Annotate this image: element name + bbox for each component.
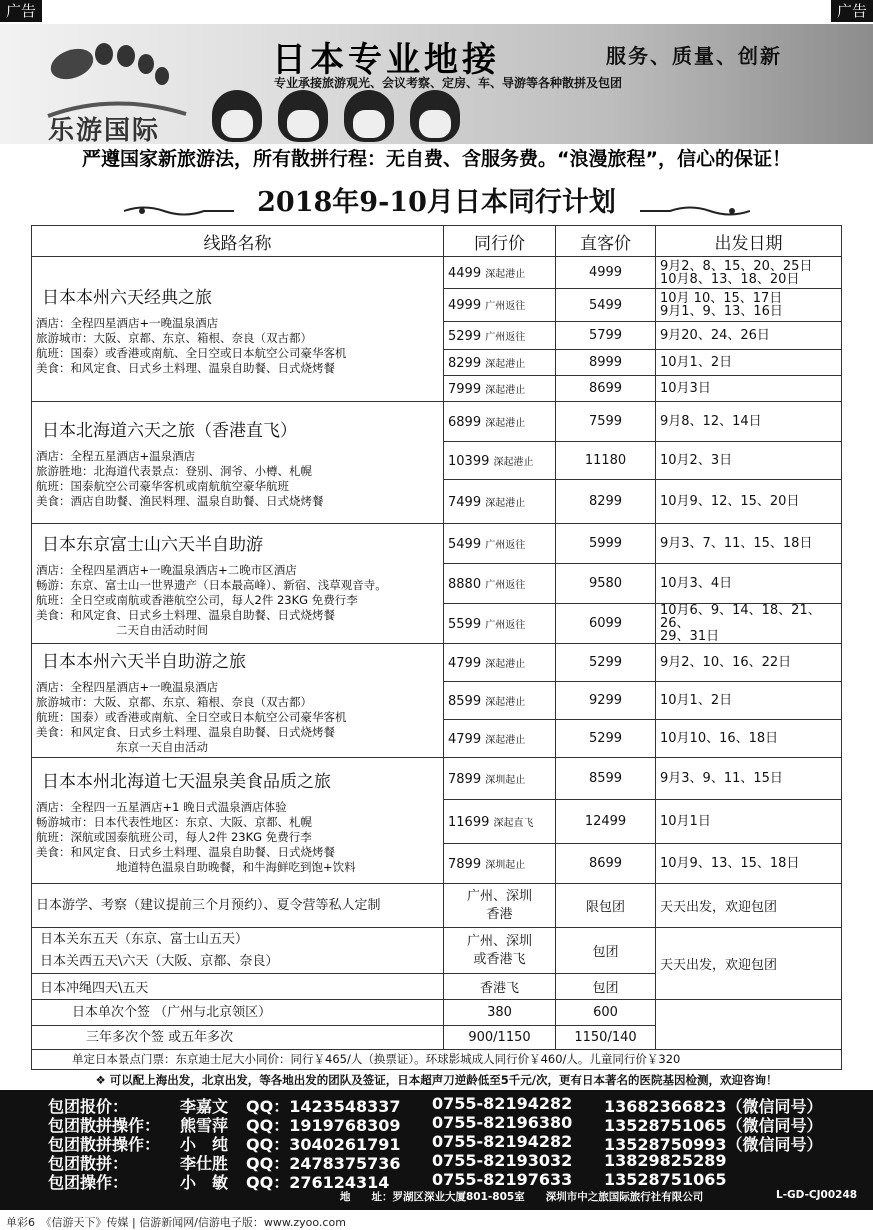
peer-price-cell (444, 376, 556, 402)
departure-dates (656, 402, 842, 442)
departure-note: 深起港止 (493, 456, 534, 468)
face-icon (410, 90, 460, 142)
direct-price: 11180 (556, 442, 656, 480)
peer-price: 5499 (448, 536, 482, 552)
direct-price: 8699 (556, 376, 656, 402)
date-line: 10月6、9、14、18、21、26、 (660, 603, 821, 631)
plan-title: 2018年9-10月日本同行计划 (257, 187, 616, 218)
departure-dates (656, 720, 842, 758)
contact-tel: 0755-82196380 (432, 1113, 573, 1132)
table-row (32, 1000, 842, 1026)
contact-qq: QQ：3040261791 (246, 1135, 401, 1154)
departure-note: 深起港止 (485, 268, 526, 280)
peer-price: 7499 (448, 494, 482, 510)
route-detail: 酒店：全程四星酒店+一晚温泉酒店 (36, 679, 219, 694)
route-detail: 旅游城市：大阪、京都、东京、箱根、奈良（双古都） (36, 330, 312, 345)
route-detail: 美食：和风定食、日式乡土料理、温泉自助餐、日式烧烤餐 (36, 360, 335, 375)
col-header-peer-price: 同行价 (444, 226, 556, 257)
route-name: 日本本州六天经典之旅 (42, 287, 212, 308)
direct-price: 7599 (556, 402, 656, 442)
okinawa-tour-name: 日本冲绳四天\五天 (32, 974, 444, 1000)
direct-price: 4999 (556, 257, 656, 289)
route-extra: 东京一天自由活动 (116, 739, 208, 754)
direct-price: 5299 (556, 720, 656, 758)
route-detail: 酒店：全程四一五星酒店+1 晚日式温泉酒店体验 (36, 799, 287, 814)
route-detail: 航班：深航或国泰航班公司，每人2件 23KG 免费行李 (36, 829, 312, 844)
departure-dates (656, 758, 842, 800)
peer-price-cell (444, 480, 556, 524)
contact-qq: QQ：276124314 (246, 1173, 390, 1192)
date-line: 10月10、16、18日 (660, 731, 779, 746)
contact-name: 小 纯 (180, 1135, 229, 1154)
direct-price: 5499 (556, 289, 656, 322)
kanto-kansai-names (32, 928, 444, 974)
peer-price: 4499 (448, 265, 482, 281)
contact-name: 小 敏 (180, 1173, 229, 1192)
peer-price: 4799 (448, 731, 482, 747)
departure-note: 深起港止 (485, 417, 526, 429)
contact-qq: QQ：1919768309 (246, 1116, 401, 1135)
table-row (32, 928, 842, 974)
banner-slogan: 服务、质量、创新 (606, 44, 782, 68)
peer-price: 6899 (448, 414, 482, 430)
table-row (32, 402, 842, 442)
route-cell (32, 524, 444, 644)
col-header-direct-price: 直客价 (556, 226, 656, 257)
peer-price: 5599 (448, 616, 482, 632)
contact-mobile: 13682366823（微信同号） (604, 1097, 823, 1116)
visa-multi-name: 三年多次个签 或五年多次 (32, 1026, 444, 1050)
kanto-tour-name: 日本关东五天（东京、富士山五天） (40, 931, 249, 947)
banner-subtitle: 专业承接旅游观光、会议考察、定房、车、导游等各种散拼及包团 (274, 76, 623, 90)
kanto-peer: 广州、深圳 或香港飞 (444, 928, 556, 974)
route-detail: 畅游：东京、富士山一世界遗产（日本最高峰）、新宿、浅草观音寺。 (36, 577, 387, 592)
date-line: 10月8、13、18、20日 (660, 271, 800, 287)
route-cell (32, 257, 444, 402)
peer-price-cell (444, 442, 556, 480)
route-detail: 美食：和风定食、日式乡土料理、温泉自助餐、日式烧烤餐 (36, 844, 335, 859)
peer-price: 7999 (448, 381, 482, 397)
route-cell (32, 644, 444, 758)
contact-qq: QQ：1423548337 (246, 1097, 401, 1116)
ad-label-left: 广告 (0, 0, 42, 22)
contact-name: 熊雪萍 (180, 1116, 229, 1135)
custom-tour-name: 日本游学、考察（建议提前三个月预约）、夏令营等私人定制 (32, 884, 444, 928)
date-line: 29、31日 (660, 629, 720, 644)
table-row (32, 1050, 842, 1070)
peer-price: 7899 (448, 856, 482, 872)
departure-note: 深起港止 (485, 497, 526, 509)
okinawa-direct: 包团 (556, 974, 656, 1000)
date-line: 10月9、13、15、18日 (660, 856, 800, 871)
custom-tour-direct: 限包团 (556, 884, 656, 928)
girl-faces-decoration (212, 90, 476, 146)
peer-price-cell (444, 604, 556, 644)
departure-dates (656, 376, 842, 402)
date-line: 10月2、3日 (660, 453, 733, 468)
contact-role: 包团散拼操作： (48, 1116, 161, 1135)
company-address: 地 址：罗湖区深业大厦801-805室 深圳市中之旅国际旅行社有限公司 (340, 1191, 704, 1203)
contact-role: 包团报价： (48, 1097, 129, 1116)
visa-single-direct: 600 (556, 1000, 656, 1026)
table-row (32, 758, 842, 800)
date-line: 9月3、9、11、15日 (660, 771, 783, 786)
date-line: 9月20、24、26日 (660, 328, 770, 343)
departure-dates (656, 524, 842, 564)
peer-price-cell (444, 644, 556, 682)
table-header-row (32, 226, 842, 257)
peer-price-cell (444, 758, 556, 800)
direct-price: 12499 (556, 800, 656, 844)
route-detail: 酒店：全程四星酒店+一晚温泉酒店 (36, 315, 219, 330)
departure-note: 广州返往 (485, 619, 526, 631)
date-line: 10月9、12、15、20日 (660, 494, 800, 509)
col-header-route: 线路名称 (32, 226, 444, 257)
date-line: 10月1、2日 (660, 693, 733, 708)
departure-note: 深起港止 (485, 358, 526, 370)
route-detail: 美食：和风定食、日式乡土料理、温泉自助餐、日式烧烤餐 (36, 724, 335, 739)
footnote: ❖ 可以配上海出发，北京出发，等各地出发的团队及签证，日本超声刀逆龄低至5千元/次，更有日本著名的医院基因检测，欢迎咨询！ (95, 1073, 778, 1087)
peer-price: 4799 (448, 655, 482, 671)
contact-role: 包团散拼： (48, 1154, 129, 1173)
direct-price: 9580 (556, 564, 656, 604)
direct-price: 9299 (556, 682, 656, 720)
departure-note: 广州返往 (485, 331, 526, 343)
peer-price: 4999 (448, 298, 482, 313)
contact-tel: 0755-82194282 (432, 1094, 573, 1113)
departure-dates (656, 800, 842, 844)
contact-role: 包团散拼操作： (48, 1135, 161, 1154)
table-row (32, 524, 842, 564)
date-line: 9月2、10、16、22日 (660, 655, 792, 670)
departure-dates (656, 682, 842, 720)
direct-price: 8699 (556, 844, 656, 884)
peer-price-cell (444, 800, 556, 844)
direct-price: 8599 (556, 758, 656, 800)
departure-note: 广州返往 (485, 579, 526, 591)
contact-panel (0, 1090, 873, 1210)
contact-tel: 0755-82197633 (432, 1170, 573, 1189)
departure-dates (656, 480, 842, 524)
route-detail: 航班：全日空或南航或香港航空公司，每人2件 23KG 免费行李 (36, 592, 358, 607)
route-detail: 酒店：全程四星酒店+一晚温泉酒店+二晚市区酒店 (36, 562, 297, 577)
peer-price-cell (444, 350, 556, 376)
departure-dates (656, 844, 842, 884)
peer-price: 8880 (448, 576, 482, 592)
visa-single-name: 日本单次个签 （广州与北京领区） (32, 1000, 444, 1026)
route-extra: 二天自由活动时间 (116, 622, 208, 637)
kanto-direct: 包团 (556, 928, 656, 974)
departure-note: 深起港止 (485, 734, 526, 746)
date-line: 10月1日 (660, 814, 711, 829)
date-line: 9月1、9、13、16日 (660, 304, 783, 319)
peer-price-cell (444, 682, 556, 720)
kanto-dates: 天天出发，欢迎包团 (656, 928, 842, 1000)
departure-note: 深圳起止 (485, 774, 526, 786)
itinerary-table (31, 225, 842, 1070)
peer-price-cell (444, 524, 556, 564)
peer-price: 11699 (448, 814, 490, 830)
route-detail: 航班：国泰航空公司豪华客机或南航航空豪华航班 (36, 479, 289, 493)
col-header-dates: 出发日期 (656, 226, 842, 257)
date-line: 9月3、7、11、15、18日 (660, 536, 813, 551)
peer-price-cell (444, 289, 556, 322)
route-detail: 航班：国泰）或香港或南航、全日空或日本航空公司豪华客机 (36, 709, 347, 724)
ticket-prices: 单定日本景点门票：东京迪士尼大小同价：同行￥465/人（换票证）。环球影城成人同行价￥460/人。儿童同行价￥320 (32, 1050, 842, 1070)
route-cell (32, 758, 444, 884)
route-detail: 旅游城市：大阪、京都、东京、箱根、奈良（双古都） (36, 694, 312, 709)
route-name: 日本北海道六天之旅（香港直飞） (42, 421, 297, 441)
visa-empty-cell (656, 1000, 842, 1050)
routes-body (32, 257, 842, 884)
route-name: 日本本州六天半自助游之旅 (42, 651, 246, 672)
route-detail: 美食：酒店自助餐、渔民料理、温泉自助餐、日式烧烤餐 (36, 494, 324, 508)
custom-tour-peer: 广州、深圳 香港 (444, 884, 556, 928)
route-detail: 酒店：全程五星酒店+温泉酒店 (36, 449, 196, 463)
direct-price: 5299 (556, 644, 656, 682)
peer-price-cell (444, 322, 556, 350)
departure-dates (656, 644, 842, 682)
visa-single-peer: 380 (444, 1000, 556, 1026)
table-row (32, 884, 842, 928)
contact-mobile: 13528750993（微信同号） (604, 1135, 823, 1154)
peer-price: 7899 (448, 771, 482, 787)
departure-note: 广州返往 (485, 301, 526, 312)
direct-price: 6099 (556, 604, 656, 644)
route-name: 日本本州北海道七天温泉美食品质之旅 (42, 771, 331, 792)
route-detail: 航班：国泰）或香港或南航、全日空或日本航空公司豪华客机 (36, 345, 347, 360)
contact-qq: QQ：2478375736 (246, 1154, 401, 1173)
peer-price: 5299 (448, 328, 482, 344)
departure-dates (656, 604, 842, 644)
policy-notice: 严遵国家新旅游法，所有散拼行程：无自费、含服务费。“浪漫旅程”，信心的保证！ (82, 148, 791, 170)
contact-mobile: 13829825289 (604, 1151, 727, 1170)
date-line: 10月1、2日 (660, 355, 733, 370)
banner-title: 日本专业地接 (272, 40, 500, 80)
departure-dates (656, 564, 842, 604)
kansai-tour-name: 日本关西五天\六天（大阪、京都、奈良） (40, 953, 279, 969)
table-row (32, 257, 842, 289)
route-cell (32, 402, 444, 524)
okinawa-peer: 香港飞 (444, 974, 556, 1000)
extra-rows (32, 884, 842, 1070)
departure-note: 深起港止 (485, 658, 526, 670)
peer-price-cell (444, 720, 556, 758)
contact-name: 李仕胜 (180, 1154, 229, 1173)
license-number: L-GD-CJ00248 (776, 1189, 858, 1201)
route-detail: 畅游城市：日本代表性地区：东京、大阪、京都、札幌 (36, 814, 312, 829)
peer-price-cell (444, 844, 556, 884)
date-line: 9月2、8、15、20、25日 (660, 258, 813, 274)
peer-price: 8299 (448, 355, 482, 371)
peer-price-cell (444, 402, 556, 442)
peer-price-cell (444, 257, 556, 289)
contact-tel: 0755-82193032 (432, 1151, 573, 1170)
departure-dates (656, 350, 842, 376)
company-logo-text: 乐游国际 (48, 116, 161, 146)
header-banner (0, 24, 873, 144)
date-line: 10月3、4日 (660, 576, 733, 591)
right-ornament-icon (640, 204, 750, 218)
route-name: 日本东京富士山六天半自助游 (42, 534, 263, 555)
visa-multi-direct: 1150/140 (556, 1026, 656, 1050)
contact-name: 李嘉文 (180, 1097, 229, 1116)
face-icon (212, 90, 262, 142)
page-footer: 单彩6 《信游天下》传媒 | 信游新闻网/信游电子版：www.zyoo.com (6, 1216, 346, 1229)
date-line: 10月 10、15、17日 (660, 291, 783, 306)
peer-price-cell (444, 564, 556, 604)
departure-dates (656, 322, 842, 350)
visa-multi-peer: 900/1150 (444, 1026, 556, 1050)
date-line: 10月3日 (660, 381, 711, 396)
direct-price: 5999 (556, 524, 656, 564)
direct-price: 8999 (556, 350, 656, 376)
departure-dates (656, 257, 842, 289)
departure-note: 广州返往 (485, 539, 526, 551)
route-extra: 地道特色温泉自助晚餐，和牛海鲜吃到饱+饮料 (116, 859, 356, 874)
contact-mobile: 13528751065（微信同号） (604, 1116, 823, 1135)
contact-tel: 0755-82194282 (432, 1132, 573, 1151)
ad-label-right: 广告 (831, 0, 873, 22)
departure-dates (656, 289, 842, 322)
peer-price: 8599 (448, 693, 482, 709)
departure-note: 深圳起止 (485, 859, 526, 871)
route-detail: 美食：和风定食、日式乡土料理、温泉自助餐、日式烧烤餐 (36, 607, 335, 622)
departure-note: 深起港止 (485, 384, 526, 396)
direct-price: 5799 (556, 322, 656, 350)
contact-mobile: 13528751065 (604, 1170, 727, 1189)
peer-price: 10399 (448, 453, 490, 469)
departure-note: 深起港止 (485, 696, 526, 708)
route-detail: 旅游胜地：北海道代表景点：登别、洞爷、小樽、札幌 (36, 464, 312, 478)
contact-role: 包团操作： (48, 1173, 129, 1192)
date-line: 9月8、12、14日 (660, 414, 762, 429)
custom-tour-dates: 天天出发，欢迎包团 (656, 884, 842, 928)
departure-dates (656, 442, 842, 480)
table-row (32, 644, 842, 682)
face-icon (344, 90, 394, 142)
departure-note: 深起直飞 (493, 817, 534, 829)
direct-price: 8299 (556, 480, 656, 524)
face-icon (278, 90, 328, 142)
